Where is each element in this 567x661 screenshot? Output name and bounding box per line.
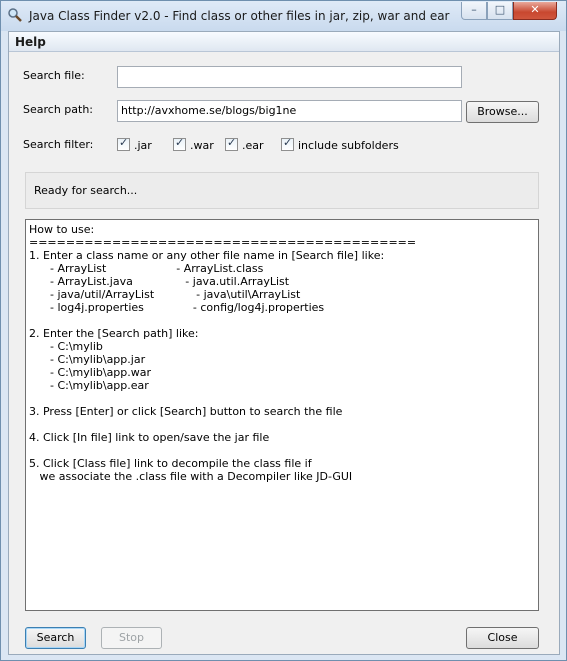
search-file-input[interactable]: [117, 66, 462, 88]
checkmark-icon: ✓: [227, 136, 237, 149]
search-button[interactable]: Search: [25, 627, 86, 649]
minimize-button[interactable]: [461, 2, 487, 20]
menu-bar: [9, 32, 559, 52]
search-path-input[interactable]: http://avxhome.se/blogs/big1ne: [117, 100, 462, 122]
checkmark-icon: ✓: [175, 136, 185, 149]
help-line: - C:\mylib\app.ear: [29, 379, 149, 392]
help-line: - C:\mylib\app.war: [29, 366, 152, 379]
help-line: - C:\mylib\app.jar: [29, 353, 146, 366]
close-window-button[interactable]: [513, 2, 557, 20]
help-line: - ArrayList.java - java.util.ArrayList: [29, 275, 290, 288]
help-line: - C:\mylib: [29, 340, 103, 353]
help-line: [29, 314, 535, 327]
client-area: [8, 31, 560, 655]
help-line: ==========================================: [29, 236, 417, 249]
close-icon: ✕: [530, 3, 540, 16]
maximize-button[interactable]: [487, 2, 513, 20]
maximize-icon: □: [494, 3, 506, 16]
include-subfolders-checkbox[interactable]: [281, 138, 294, 151]
help-line: - log4j.properties - config/log4j.properties: [29, 301, 325, 314]
jar-checkbox[interactable]: [117, 138, 130, 151]
help-line: 1. Enter a class name or any other file name in [Search file] like:: [29, 249, 385, 262]
help-line: 5. Click [Class file] link to decompile the class file if: [29, 457, 312, 470]
search-path-label: Search path:: [23, 103, 94, 116]
help-line: 3. Press [Enter] or click [Search] button to search the file: [29, 405, 343, 418]
status-panel: [25, 172, 539, 209]
ear-label: .ear: [242, 139, 264, 152]
minimize-icon: –: [471, 3, 477, 16]
help-textarea[interactable]: [25, 219, 539, 611]
ear-checkbox[interactable]: [225, 138, 238, 151]
close-button[interactable]: Close: [466, 627, 539, 649]
menu-help[interactable]: Help: [15, 35, 46, 49]
browse-button[interactable]: Browse...: [466, 101, 539, 123]
jar-label: .jar: [134, 139, 152, 152]
checkmark-icon: ✓: [283, 136, 293, 149]
magnifier-icon: [7, 7, 23, 23]
status-text: Ready for search...: [34, 184, 138, 197]
help-line: - ArrayList - ArrayList.class: [29, 262, 264, 275]
help-line: we associate the .class file with a Decompiler like JD-GUI: [29, 470, 353, 483]
checkmark-icon: ✓: [119, 136, 129, 149]
window-title: Java Class Finder v2.0 - Find class or other files in jar, zip, war and ear: [29, 9, 450, 23]
help-line: - java/util/ArrayList - java\util\ArrayList: [29, 288, 301, 301]
help-line: [29, 418, 535, 431]
title-bar[interactable]: [1, 1, 566, 31]
help-line: 4. Click [In file] link to open/save the jar file: [29, 431, 270, 444]
help-line: [29, 444, 535, 457]
war-checkbox[interactable]: [173, 138, 186, 151]
war-label: .war: [190, 139, 214, 152]
stop-button[interactable]: Stop: [101, 627, 162, 649]
search-file-label: Search file:: [23, 69, 85, 82]
help-line: 2. Enter the [Search path] like:: [29, 327, 199, 340]
help-line: How to use:: [29, 223, 95, 236]
search-filter-label: Search filter:: [23, 138, 94, 151]
include-subfolders-label: include subfolders: [298, 139, 399, 152]
help-line: [29, 392, 535, 405]
